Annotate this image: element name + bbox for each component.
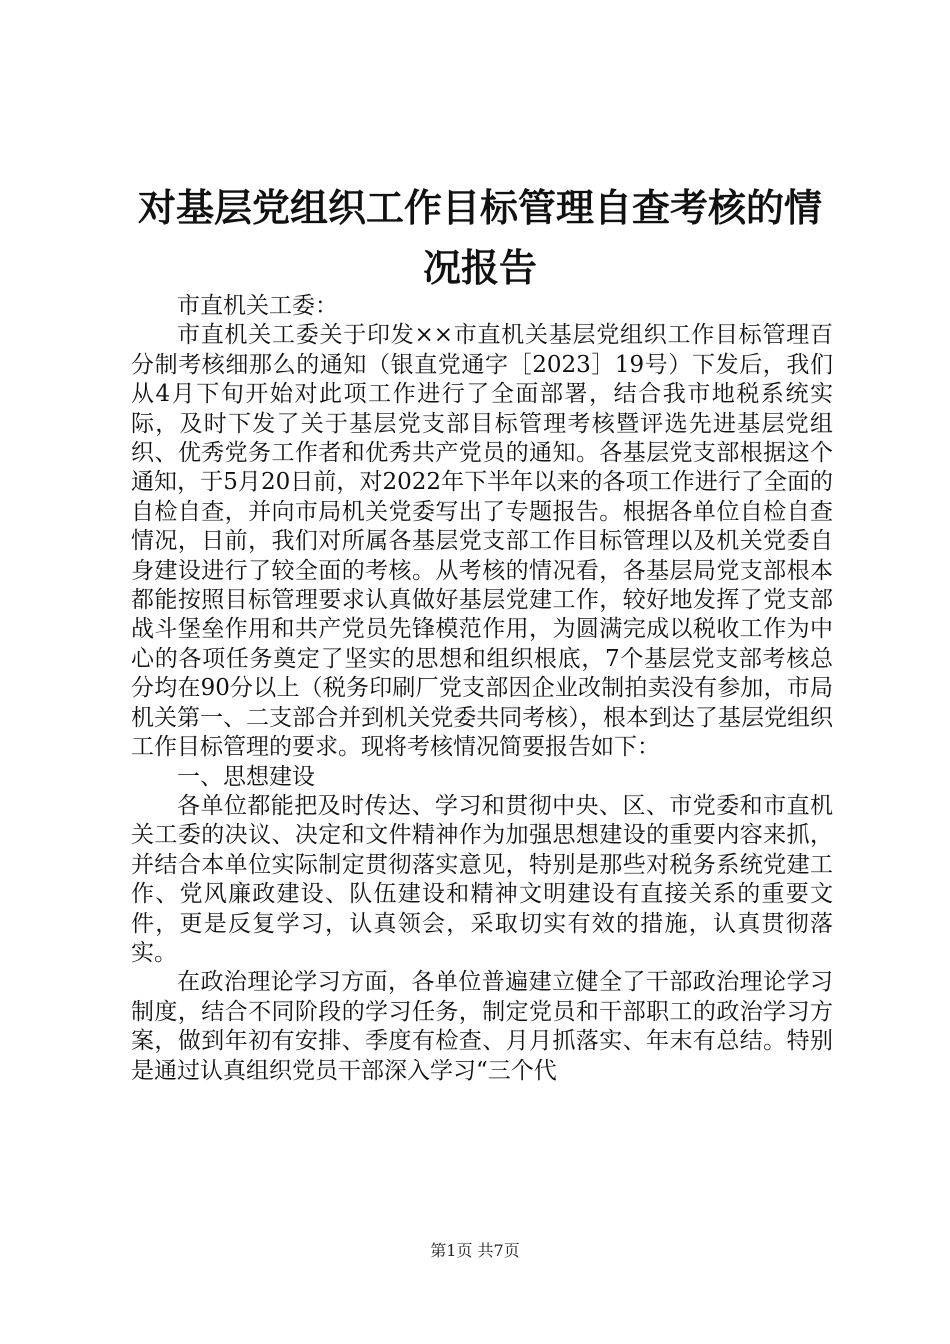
paragraph: 各单位都能把及时传达、学习和贯彻中央、区、市党委和市直机关工委的决议、决定和文件精神作为加强思想建设的重要内容来抓，并结合本单位实际制定贯彻落实意见，特别是那些对税务系统党建工作、党风廉政建设、队伍建设和精神文明建设有直接关系的重要文件，更是反复学习，认真领会，采取切实有效的措施，认真贯彻落实。 xyxy=(131,792,833,966)
page-number-footer: 第1页 共7页 xyxy=(430,1241,520,1260)
paragraph: 在政治理论学习方面，各单位普遍建立健全了干部政治理论学习制度，结合不同阶段的学习任务，制定党员和干部职工的政治学习方案，做到年初有安排、季度有检查、月月抓落实、年末有总结。特别是通过认真组织党员干部深入学习“三个代 xyxy=(131,969,833,1084)
salutation: 市直机关工委： xyxy=(177,293,338,319)
document-title: 对基层党组织工作目标管理自查考核的情况报告 xyxy=(137,185,822,290)
paragraph-intro: 市直机关工委关于印发××市直机关基层党组织工作目标管理百分制考核细那么的通知（银直党通字［2023］19号）下发后，我们从4月下旬开始对此项工作进行了全面部署，结合我市地税系统实际，及时下发了关于基层党支部目标管理考核暨评选先进基层党组织、优秀党务工作者和优秀共产党员的通知。各基层党支部根据这个通知，于5月20日前，对2022年下半年以来的各项工作进行了全面的自检自查，并向市局机关党委写出了专题报告。根据各单位自检自查情况，日前，我们对所属各基层党支部工作目标管理以及机关党委自身建设进行了较全面的考核。从考核的情况看，各基层局党支部根本都能按照目标管理要求认真做好基层党建工作，较好地发挥了党支部战斗堡垒作用和共产党员先锋模范作用，为圆满完成以税收工作为中心的各项任务奠定了坚实的思想和组织根底，7个基层党支部考核总分均在90分以上（税务印刷厂党支部因企业改制拍卖没有参加，市局机关第一、二支部合并到机关党委共同考核），根本到达了基层党组织工作目标管理的要求。现将考核情况简要报告如下： xyxy=(131,322,833,761)
document-body xyxy=(131,292,833,1086)
section-heading: 一、思想建设 xyxy=(177,763,315,790)
